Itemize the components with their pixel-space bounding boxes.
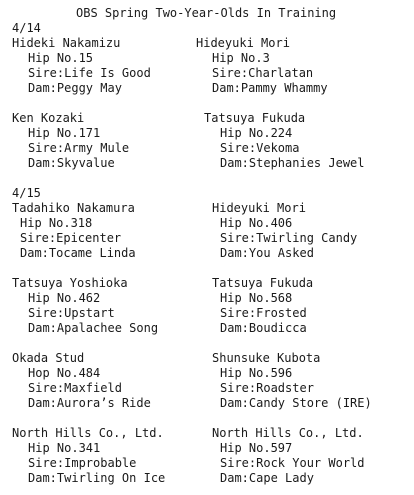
- dam-name: Dam:Pammy Whammy: [212, 81, 328, 95]
- owner-name: Tadahiko Nakamura: [12, 201, 135, 215]
- sire-name: Sire:Roadster: [220, 381, 314, 395]
- dam-name: Dam:Boudicca: [220, 321, 307, 335]
- sire-name: Sire:Upstart: [28, 306, 115, 320]
- owner-name: North Hills Co., Ltd.: [212, 426, 364, 440]
- hip-number: Hip No.318: [20, 216, 93, 230]
- dam-name: Dam:Tocame Linda: [20, 246, 136, 260]
- dam-name: Dam:Apalachee Song: [28, 321, 159, 335]
- sire-name: Sire:Army Mule: [28, 141, 130, 155]
- sire-name: Sire:Epicenter: [20, 231, 122, 245]
- hip-number: Hip No.224: [220, 126, 293, 140]
- document-title: OBS Spring Two-Year-Olds In Training: [76, 6, 337, 20]
- hip-number: Hip No.597: [220, 441, 293, 455]
- dam-name: Dam:Aurora’s Ride: [28, 396, 151, 410]
- hip-number: Hip No.341: [28, 441, 101, 455]
- date-heading: 4/14: [12, 21, 41, 35]
- owner-name: Hideki Nakamizu: [12, 36, 121, 50]
- hip-number: Hip No.568: [220, 291, 293, 305]
- owner-name: Hideyuki Mori: [212, 201, 306, 215]
- hip-number: Hip No.3: [212, 51, 270, 65]
- hip-number: Hip No.406: [220, 216, 293, 230]
- hip-number: Hip No.596: [220, 366, 293, 380]
- owner-name: Hideyuki Mori: [196, 36, 290, 50]
- date-heading: 4/15: [12, 186, 41, 200]
- sire-name: Sire:Maxfield: [28, 381, 122, 395]
- sire-name: Sire:Improbable: [28, 456, 137, 470]
- sire-name: Sire:Frosted: [220, 306, 307, 320]
- hip-number: Hop No.484: [28, 366, 101, 380]
- owner-name: Tatsuya Fukuda: [212, 276, 314, 290]
- hip-number: Hip No.462: [28, 291, 101, 305]
- dam-name: Dam:You Asked: [220, 246, 314, 260]
- sire-name: Sire:Charlatan: [212, 66, 314, 80]
- dam-name: Dam:Twirling On Ice: [28, 471, 166, 485]
- sire-name: Sire:Vekoma: [220, 141, 300, 155]
- dam-name: Dam:Skyvalue: [28, 156, 115, 170]
- owner-name: Shunsuke Kubota: [212, 351, 321, 365]
- owner-name: Ken Kozaki: [12, 111, 85, 125]
- sire-name: Sire:Twirling Candy: [220, 231, 358, 245]
- dam-name: Dam:Cape Lady: [220, 471, 314, 485]
- dam-name: Dam:Peggy May: [28, 81, 122, 95]
- hip-number: Hip No.15: [28, 51, 94, 65]
- hip-number: Hip No.171: [28, 126, 101, 140]
- owner-name: North Hills Co., Ltd.: [12, 426, 164, 440]
- owner-name: Tatsuya Fukuda: [204, 111, 306, 125]
- dam-name: Dam:Stephanies Jewel: [220, 156, 365, 170]
- owner-name: Okada Stud: [12, 351, 85, 365]
- sire-name: Sire:Life Is Good: [28, 66, 151, 80]
- sire-name: Sire:Rock Your World: [220, 456, 365, 470]
- owner-name: Tatsuya Yoshioka: [12, 276, 128, 290]
- dam-name: Dam:Candy Store (IRE): [220, 396, 372, 410]
